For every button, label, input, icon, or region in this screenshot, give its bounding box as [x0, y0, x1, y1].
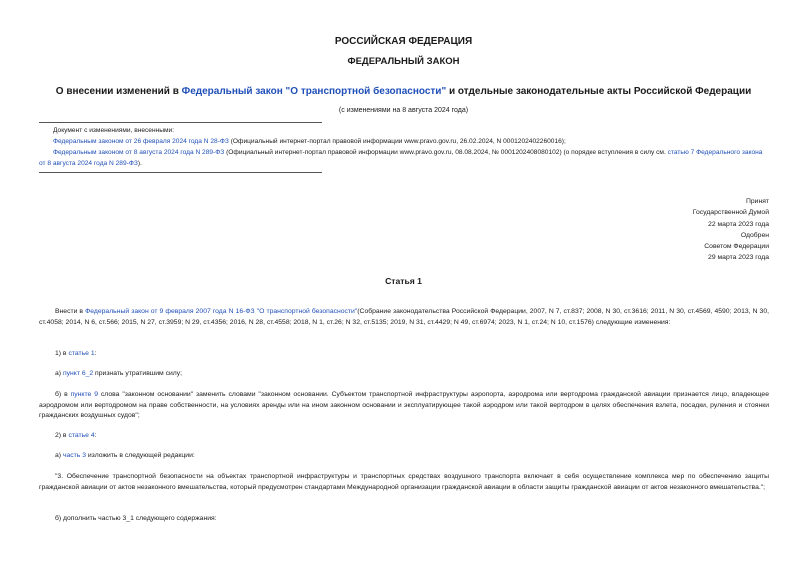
- article-heading: Статья 1: [385, 276, 422, 286]
- article-1-link[interactable]: статье 1: [68, 350, 95, 357]
- doc-type-heading: ФЕДЕРАЛЬНЫЙ ЗАКОН: [347, 56, 460, 67]
- title-suffix: и отдельные законодательные акты Российской Федерации: [446, 86, 752, 97]
- adoption-line: Советом Федерации: [704, 243, 769, 251]
- part-3-link[interactable]: часть 3: [62, 452, 86, 459]
- adoption-line: Государственной Думой: [692, 209, 769, 217]
- clause-6-2-link[interactable]: пункт 6_2: [62, 370, 94, 377]
- change-link-28fz[interactable]: Федеральным законом от 26 февраля 2024 года N 28-ФЗ: [53, 138, 229, 145]
- change-item-2: Федеральным законом от 8 августа 2024 года N 289-ФЗ (Официальный интернет-портал правовой информации www.pravo.gov.ru, 08.08.2024, № 0001202408080102) (о порядке вступления в силу см. статью 7 Федерального закона от 8 августа 2024 года N 289-ФЗ).: [39, 149, 763, 167]
- change-link-289fz[interactable]: Федеральным законом от 8 августа 2024 года N 289-ФЗ: [53, 149, 225, 156]
- law-16fz-link[interactable]: Федеральный закон от 9 февраля 2007 года N 16-ФЗ: [85, 308, 255, 315]
- item-2a: а) часть 3 изложить в следующей редакции:: [55, 452, 195, 459]
- divider-bottom: [39, 172, 322, 173]
- adoption-line: 29 марта 2023 года: [708, 254, 769, 262]
- law-title: [0, 86, 807, 97]
- article-intro: Внести в Федеральный закон от 9 февраля 2007 года N 16-ФЗ "О транспортной безопасности"(Собрание законодательства Российской Федерации, 2007, N 7, ст.837; 2008, N 30, ст.3616; 2011, N 30, ст.4569, 4590; 2013, N 30, ст.4058; 2014, N 6, ст.566; 2015, N 27, ст.3959; N 29, ст.4356; 2016, N 28, ст.4558; 2018, N 1, ст.26; N 32, ст.5135; 2019, N 31, ст.4429; N 49, ст.6974; 2023, N 1, ст.24; N 10, ст.1576) следующие изменения:: [39, 308, 770, 326]
- changes-box: [39, 125, 769, 169]
- divider-top: [39, 122, 322, 123]
- article-4-link[interactable]: статье 4: [68, 432, 95, 439]
- changes-note: (с изменениями на 8 августа 2024 года): [338, 107, 469, 114]
- law-title-link[interactable]: "О транспортной безопасности": [256, 308, 358, 315]
- change-item-1: Федеральным законом от 26 февраля 2024 года N 28-ФЗ (Официальный интернет-портал правовой информации www.pravo.gov.ru, 26.02.2024, N 0001202402260016);: [53, 138, 566, 145]
- item-1a: а) пункт 6_2 признать утратившим силу;: [55, 370, 183, 377]
- title-law-link[interactable]: Федеральный закон "О транспортной безопасности": [181, 86, 447, 97]
- item-1: 1) в статье 1:: [55, 350, 97, 357]
- adoption-line: Одобрен: [740, 231, 769, 239]
- adoption-line: 22 марта 2023 года: [708, 220, 769, 228]
- item-1b: б) в пункте 9 слова "законном основании" заменить словами "законном основании. Субъектом транспортной инфраструктуры аэропорта, аэродрома или вертодрома гражданской авиации признается лицо, владеющее аэродромом или вертодромом на праве собственности, на условиях аренды или на ином законном основании и эксплуатирующее такой аэродром или такой вертодром в целях обеспечения взлета, посадки, руления и стоянки гражданских воздушных судов";: [39, 391, 769, 420]
- adoption-block: [693, 196, 769, 264]
- adoption-line: Принят: [745, 198, 769, 205]
- item-2a-text: "3. Обеспечение транспортной безопасности на объектах транспортной инфраструктуры и транспортных средствах воздушного транспорта включает в себя осуществление комплекса мер по обеспечению защиты гражданской авиации от актов незаконного вмешательства, который предусмотрен стандартами Международной организации гражданской авиации в области защиты гражданской авиации от актов незаконного вмешательства.";: [39, 473, 769, 491]
- clause-9-link[interactable]: пункте 9: [70, 391, 98, 398]
- item-2b: б) дополнить частью 3_1 следующего содержания:: [55, 515, 217, 522]
- item-2: 2) в статье 4:: [55, 432, 97, 439]
- changes-intro: Документ с изменениями, внесенными:: [53, 127, 175, 134]
- country-heading: РОССИЙСКАЯ ФЕДЕРАЦИЯ: [334, 36, 473, 47]
- title-prefix: О внесении изменений в: [55, 86, 182, 97]
- change-link-article7[interactable]: статью 7 Федерального закона от 8 августа 2024 года N 289-ФЗ: [39, 149, 763, 167]
